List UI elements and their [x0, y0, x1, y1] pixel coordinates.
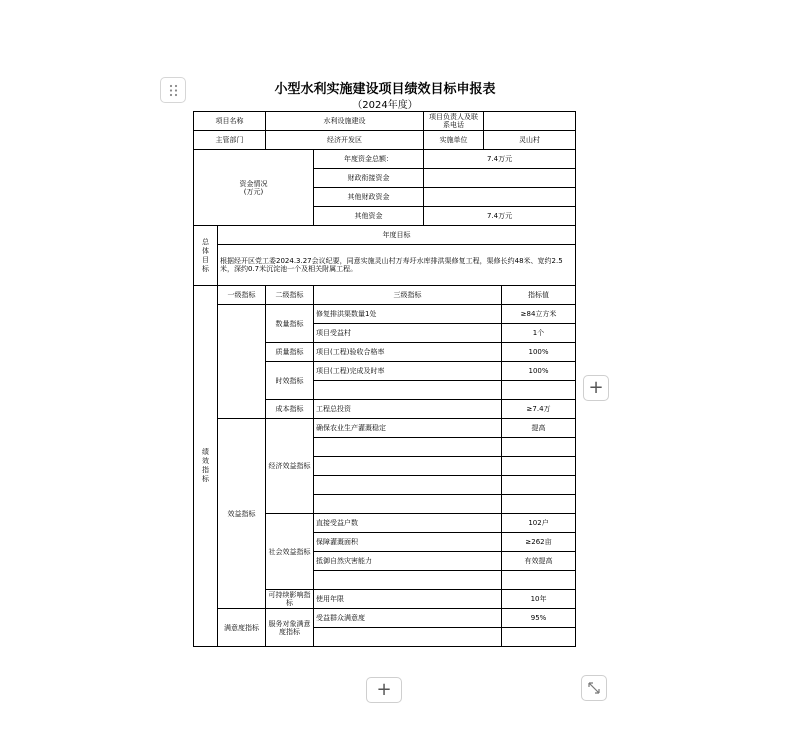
satisfaction-indicator-label: 满意度指标 — [218, 609, 266, 647]
e2-name — [314, 438, 502, 457]
other-funds-label: 其他资金 — [314, 207, 424, 226]
other-fiscal-value — [424, 188, 576, 207]
dept-label: 主管部门 — [194, 131, 266, 150]
timeliness-label: 时效指标 — [266, 362, 314, 400]
impl-value: 灵山村 — [484, 131, 576, 150]
e4-value — [502, 476, 576, 495]
perf-indicator-text: 绩效指标 — [202, 448, 209, 483]
c1-name: 工程总投资 — [314, 400, 502, 419]
impl-label: 实施单位 — [424, 131, 484, 150]
s3-name: 抵御自然灾害能力 — [314, 552, 502, 571]
s3-value: 有效提高 — [502, 552, 576, 571]
t1-name: 项目(工程)完成及时率 — [314, 362, 502, 381]
benefit-indicator-label: 效益指标 — [218, 419, 266, 609]
t1-value: 100% — [502, 362, 576, 381]
annual-total-value: 7.4万元 — [424, 150, 576, 169]
sa1-value: 95% — [502, 609, 576, 628]
resize-icon — [588, 682, 600, 694]
header-level1: 一级指标 — [218, 286, 266, 305]
performance-form-table — [193, 111, 576, 647]
header-level2: 二级指标 — [266, 286, 314, 305]
sa2-name — [314, 628, 502, 647]
social-label: 社会效益指标 — [266, 514, 314, 590]
s1-name: 直接受益户数 — [314, 514, 502, 533]
add-row-button[interactable]: + — [366, 677, 402, 703]
s2-name: 保障灌溉面积 — [314, 533, 502, 552]
sustainable-label: 可持续影响指标 — [266, 590, 314, 609]
economic-label: 经济效益指标 — [266, 419, 314, 514]
s2-value: ≥262亩 — [502, 533, 576, 552]
annual-goal-header: 年度目标 — [218, 226, 576, 245]
owner-label: 项目负责人及联系电话 — [424, 112, 484, 131]
s1-value: 102户 — [502, 514, 576, 533]
header-level3: 三级指标 — [314, 286, 502, 305]
t2-name — [314, 381, 502, 400]
annual-total-label: 年度资金总额： — [314, 150, 424, 169]
perf-indicator-label — [194, 286, 218, 647]
document-title: 小型水利实施建设项目绩效目标申报表 — [274, 82, 496, 97]
s4-name — [314, 571, 502, 590]
document-year: （2024年度） — [352, 100, 418, 111]
e1-value: 提高 — [502, 419, 576, 438]
poverty-funds-value — [424, 169, 576, 188]
e5-name — [314, 495, 502, 514]
su1-name: 使用年限 — [314, 590, 502, 609]
t2-value — [502, 381, 576, 400]
other-fiscal-label: 其他财政资金 — [314, 188, 424, 207]
quantity-label: 数量指标 — [266, 305, 314, 343]
e5-value — [502, 495, 576, 514]
dept-value: 经济开发区 — [266, 131, 424, 150]
q1-value: ≥84立方米 — [502, 305, 576, 324]
c1-value: ≥7.4万 — [502, 400, 576, 419]
e1-name: 确保农业生产灌溉稳定 — [314, 419, 502, 438]
q2-value: 1个 — [502, 324, 576, 343]
poverty-funds-label: 财政衔接资金 — [314, 169, 424, 188]
s4-value — [502, 571, 576, 590]
other-funds-value: 7.4万元 — [424, 207, 576, 226]
owner-value — [484, 112, 576, 131]
sa2-value — [502, 628, 576, 647]
output-indicator-label — [218, 305, 266, 419]
resize-button[interactable] — [581, 675, 607, 701]
q1-name: 修复排洪渠数量1处 — [314, 305, 502, 324]
header-value: 指标值 — [502, 286, 576, 305]
cost-label: 成本指标 — [266, 400, 314, 419]
e3-value — [502, 457, 576, 476]
sa1-name: 受益群众满意度 — [314, 609, 502, 628]
annual-goal-text: 根据经开区党工委2024.3.27会议纪要，同意实施灵山村万寿圩水库排洪渠修复工程，渠修长约48米、宽约2.5米，深约0.7米沉淀池一个及相关附属工程。 — [218, 245, 576, 286]
e3-name — [314, 457, 502, 476]
overall-goal-text: 总体目标 — [202, 237, 209, 273]
qa1-value: 100% — [502, 343, 576, 362]
project-name-value: 水利设施建设 — [266, 112, 424, 131]
e4-name — [314, 476, 502, 495]
add-column-button[interactable]: + — [583, 375, 609, 401]
funds-label: 资金情况 (万元) — [194, 150, 314, 226]
quality-label: 质量指标 — [266, 343, 314, 362]
overall-goal-label — [194, 226, 218, 286]
qa1-name: 项目(工程)验收合格率 — [314, 343, 502, 362]
su1-value: 10年 — [502, 590, 576, 609]
e2-value — [502, 438, 576, 457]
q2-name: 项目受益村 — [314, 324, 502, 343]
project-name-label: 项目名称 — [194, 112, 266, 131]
satisfaction-l2-label: 服务对象满意度指标 — [266, 609, 314, 647]
